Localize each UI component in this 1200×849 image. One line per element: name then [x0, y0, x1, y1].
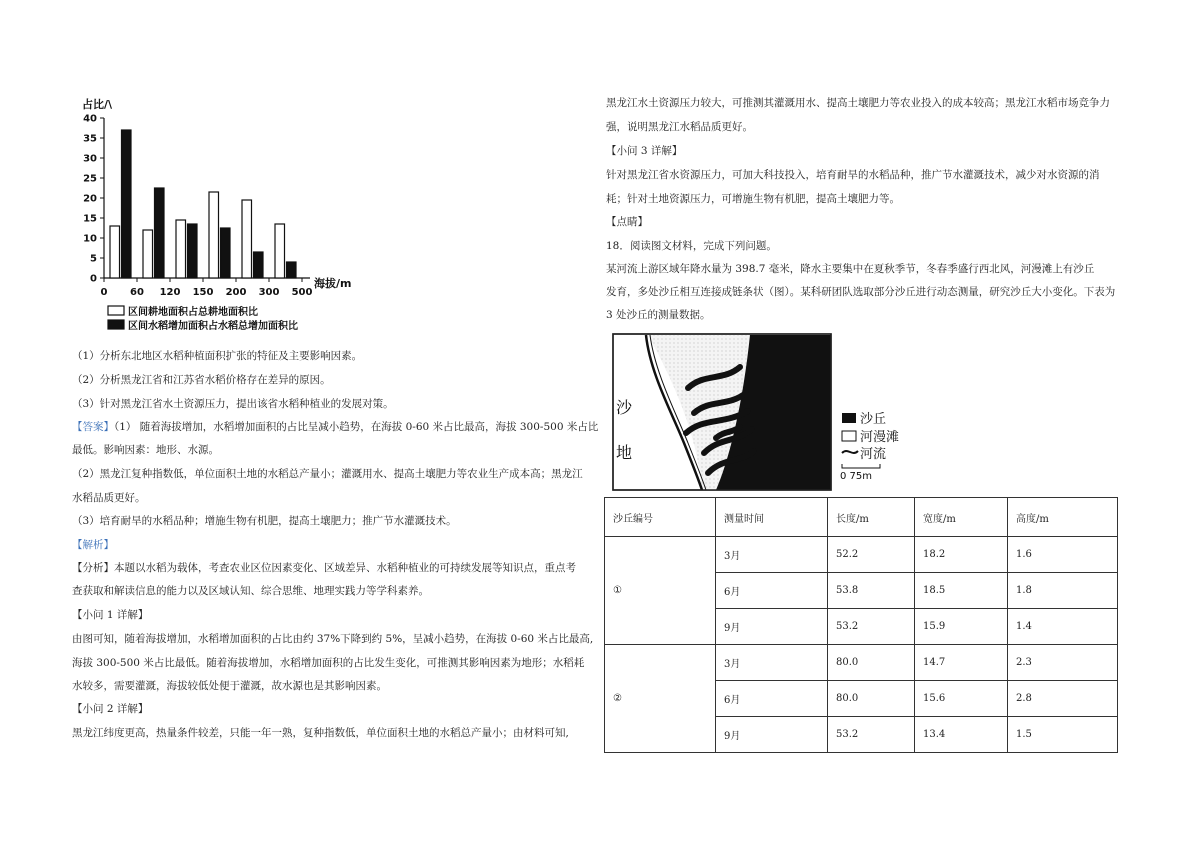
right-line: 【小问 3 详解】: [606, 145, 683, 157]
x-tick-label: 150: [192, 287, 214, 298]
analysis-line: 黑龙江纬度更高，热量条件较差，只能一年一熟，复种指数低，单位面积土地的水稻总产量小；由材料可知,: [72, 727, 569, 739]
y-tick-label: 10: [83, 233, 97, 245]
map-legend: [840, 411, 899, 482]
x-tick-label: 300: [258, 287, 280, 298]
table-cell: 52.2: [828, 537, 915, 573]
x-tick-label: 120: [159, 287, 181, 298]
table-cell: 18.5: [915, 573, 1008, 609]
table-cell: 1.5: [1008, 717, 1118, 753]
y-tick-label: 20: [83, 193, 97, 205]
y-tick-label: 25: [83, 173, 97, 185]
bar-rice-increase-0-60: [122, 130, 132, 278]
legend-floodplain-swatch: [842, 431, 856, 441]
y-tick-label: 15: [83, 213, 97, 225]
table-cell: 3月: [716, 645, 828, 681]
bar-rice-increase-150-200: [221, 228, 231, 278]
analysis-tag: 【解析】: [72, 539, 114, 551]
table-header-cell: 长度/m: [828, 498, 915, 537]
question-2: （2）分析黑龙江省和江苏省水稻价格存在差异的原因。: [72, 374, 331, 386]
analysis-line: 【分析】本题以水稻为载体，考查农业区位因素变化、区域差异、水稻种植业的可持续发展等知识点，重点考: [72, 562, 576, 574]
table-cell: 9月: [716, 717, 828, 753]
x-tick-label: 500: [291, 287, 313, 298]
table-cell: 1.6: [1008, 537, 1118, 573]
right-line: 耗；针对土地资源压力，可增施生物有机肥，提高土壤肥力等。: [606, 193, 900, 205]
dune-id-cell: ①: [605, 537, 716, 645]
question-3: （3）针对黑龙江省水土资源压力，提出该省水稻种植业的发展对策。: [72, 398, 394, 410]
question-1: （1）分析东北地区水稻种植面积扩张的特征及主要影响因素。: [72, 350, 363, 362]
answer-tag: 【答案】: [72, 421, 114, 433]
bar-rice-increase-120-150: [188, 224, 198, 278]
table-cell: 18.2: [915, 537, 1008, 573]
bar-rice-increase-200-300: [254, 252, 264, 278]
right-line: 【点睛】: [606, 216, 648, 228]
y-tick-label: 5: [90, 253, 97, 265]
right-line: 黑龙江水土资源压力较大，可推测其灌溉用水、提高土壤肥力等农业投入的成本较高；黑龙江水稻市场竞争力: [606, 97, 1110, 109]
legend-dune-swatch: [842, 413, 856, 423]
table-cell: 6月: [716, 681, 828, 717]
table-header-cell: 宽度/m: [915, 498, 1008, 537]
answer-line: （2）黑龙江复种指数低，单位面积土地的水稻总产量小；灌溉用水、提高土壤肥力等农业生产成本高；黑龙江: [72, 468, 583, 480]
bar-cultivated-land-300-500: [275, 224, 285, 278]
table-header-row: [605, 498, 1118, 537]
y-tick-label: 35: [83, 133, 97, 145]
right-line: 18．阅读图文材料，完成下列问题。: [606, 240, 777, 252]
table-cell: 53.8: [828, 573, 915, 609]
analysis-line: 查获取和解读信息的能力以及区域认知、综合思维、地理实践力等学科素养。: [72, 585, 429, 597]
table-cell: 15.6: [915, 681, 1008, 717]
legend-river-label: 河流: [860, 447, 887, 462]
legend-swatch-black: [108, 320, 124, 329]
analysis-line: 海拔 300-500 米占比最低。随着海拔增加，水稻增加面积的占比发生变化，可推测其影响因素为地形；水稻耗: [72, 657, 585, 669]
table-cell: 6月: [716, 573, 828, 609]
bar-rice-increase-300-500: [287, 262, 297, 278]
sand-land-label: 地: [616, 443, 633, 462]
table-header-cell: 沙丘编号: [605, 498, 716, 537]
table-header-cell: 高度/m: [1008, 498, 1118, 537]
table-cell: 53.2: [828, 717, 915, 753]
table-cell: 2.3: [1008, 645, 1118, 681]
table-cell: 80.0: [828, 681, 915, 717]
right-line: 某河流上游区域年降水量为 398.7 毫米，降水主要集中在夏秋季节，冬春季盛行西北风，河漫滩上有沙丘: [606, 263, 1095, 275]
legend-swatch-white: [108, 306, 124, 315]
dune-id-cell: ②: [605, 645, 716, 753]
x-axis-label: 海拔/m: [314, 277, 352, 290]
analysis-line: 由图可知，随着海拔增加，水稻增加面积的占比由约 37%下降到约 5%，呈减小趋势，在海拔 0-60 米占比最高,: [72, 633, 594, 645]
table-cell: 1.8: [1008, 573, 1118, 609]
table-cell: 1.4: [1008, 609, 1118, 645]
analysis-line: 【小问 2 详解】: [72, 703, 149, 715]
table-cell: 14.7: [915, 645, 1008, 681]
scale-bar: [842, 464, 880, 468]
answer-line: [72, 420, 598, 434]
table-cell: 13.4: [915, 717, 1008, 753]
right-line: 针对黑龙江省水资源压力，可加大科技投入，培育耐旱的水稻品种，推广节水灌溉技术，减少对水资源的消: [606, 169, 1100, 181]
table-header-cell: 测量时间: [716, 498, 828, 537]
table-cell: 9月: [716, 609, 828, 645]
x-tick-label: 60: [130, 287, 144, 298]
y-tick-label: 40: [83, 113, 97, 125]
table-row: [605, 537, 1118, 573]
table-cell: 15.9: [915, 609, 1008, 645]
bar-rice-increase-60-120: [155, 188, 165, 278]
analysis-line: 水较多，需要灌溉，海拔较低处便于灌溉，故水源也是其影响因素。: [72, 680, 387, 692]
bar-cultivated-land-200-300: [242, 200, 252, 278]
legend-dune-label: 沙丘: [860, 412, 887, 427]
answer-line: （3）培育耐旱的水稻品种；增施生物有机肥，提高土壤肥力；推广节水灌溉技术。: [72, 515, 457, 527]
table-cell: 80.0: [828, 645, 915, 681]
legend-label-black: 区间水稻增加面积占水稻总增加面积比: [128, 321, 298, 332]
chart-legend: [108, 305, 298, 332]
bar-cultivated-land-120-150: [176, 220, 186, 278]
dune-map: [612, 333, 912, 493]
table-cell: 53.2: [828, 609, 915, 645]
y-tick-label: 0: [90, 273, 97, 285]
table-row: [605, 645, 1118, 681]
dune-data-table: [604, 497, 1118, 753]
answer-line: 最低。影响因素：地形、水源。: [72, 444, 219, 456]
x-tick-label: 200: [225, 287, 247, 298]
answer-line: 水稻品质更好。: [72, 492, 146, 504]
scale-label: 0 75m: [840, 471, 873, 482]
y-tick-label: 30: [83, 153, 97, 165]
analysis-line: 【小问 1 详解】: [72, 609, 149, 621]
bar-cultivated-land-150-200: [209, 192, 219, 278]
right-line: 3 处沙丘的测量数据。: [606, 309, 711, 321]
right-line: 强，说明黑龙江水稻品质更好。: [606, 121, 753, 133]
legend-river-symbol: [842, 451, 858, 453]
legend-label-white: 区间耕地面积占总耕地面积比: [128, 307, 258, 318]
y-axis-label: 占比/\: [82, 98, 113, 111]
sand-land-label: 沙: [616, 398, 633, 417]
bar-cultivated-land-0-60: [110, 226, 120, 278]
legend-floodplain-label: 河漫滩: [860, 430, 900, 445]
x-tick-label: 0: [100, 287, 108, 298]
table-cell: 3月: [716, 537, 828, 573]
answer-text-1: （1） 随着海拔增加，水稻增加面积的占比呈减小趋势，在海拔 0-60 米占比最高，海拔 300-500 米占比: [114, 421, 599, 433]
right-line: 发育，多处沙丘相互连接成链条状（图）。某科研团队选取部分沙丘进行动态测量，研究沙丘大小变化。下表为: [606, 286, 1116, 298]
table-cell: 2.8: [1008, 681, 1118, 717]
bar-cultivated-land-60-120: [143, 230, 153, 278]
bar-chart: [78, 94, 378, 342]
